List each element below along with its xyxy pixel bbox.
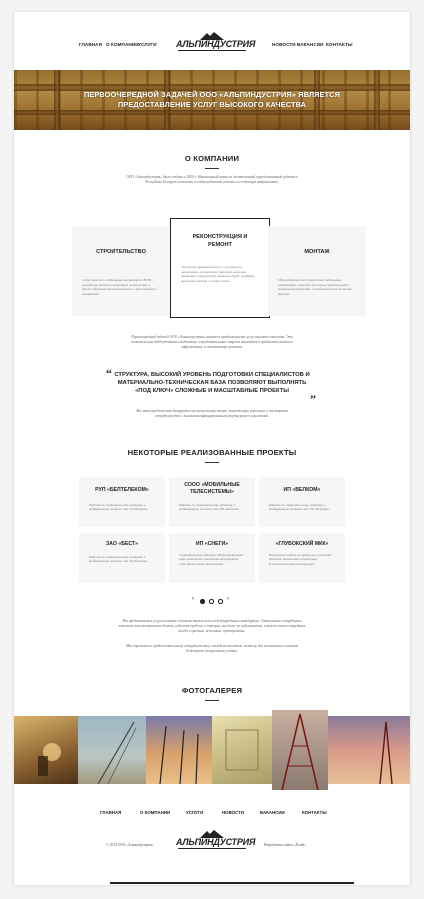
service-card-reconstruction[interactable]: [170, 218, 270, 318]
gallery-photo-6[interactable]: [328, 716, 410, 784]
antenna-photo-icon: [328, 716, 410, 784]
divider: [205, 462, 219, 463]
divider: [205, 700, 219, 701]
project-text: Работы по строительству, ремонту и модернизации на более чем 20 объектах.: [89, 555, 148, 564]
service-card-construction[interactable]: [72, 226, 170, 316]
service-text: Оборудования всех сетей связи мобильных операторов, монтаж различных конструкций и металлоконструкций, в особенности на большой высоте.: [278, 278, 352, 296]
projects-outro-2: Мы стремимся к продолжительному сотрудничеству с каждым клиентом, поэтому для постоянных клиентов действуют специальные условия.: [126, 644, 298, 653]
quote-after: Все наши предложения базируются на технологиях опыте, компетенции персонала и постоянном сотрудничестве с высококвалифицированными партнерами и клиентами.: [136, 409, 288, 418]
project-card[interactable]: [79, 533, 165, 583]
project-title: ЗАО «БЕСТ»: [105, 541, 139, 547]
footer-nav-services[interactable]: УСЛУГИ: [186, 810, 204, 815]
gallery-photo-5[interactable]: [272, 710, 328, 790]
gallery-title: ФОТОГАЛЕРЕЯ: [181, 686, 243, 695]
lattice-tower-icon: [272, 710, 328, 790]
project-text: Работы по строительству, ремонту и модернизации на более чем 200 объектах.: [179, 503, 240, 512]
project-title: РУП «БЕЛТЕЛЕКОМ»: [95, 487, 149, 493]
project-text: Работы по строительству, ремонту и модернизации на более чем 150 объектах.: [269, 503, 330, 512]
logo-underline: [178, 50, 246, 51]
service-title: МОНТАЖ: [304, 249, 330, 255]
project-card[interactable]: [259, 477, 345, 527]
pager-prev[interactable]: ‹: [192, 596, 194, 602]
about-title: О КОМПАНИИ: [184, 154, 240, 163]
project-card[interactable]: [259, 533, 345, 583]
footer-nav-about[interactable]: О КОМПАНИИ: [140, 810, 171, 815]
footer-nav-home[interactable]: ГЛАВНАЯ: [100, 810, 122, 815]
project-title: ИП «ВЕЛКОМ»: [283, 487, 321, 493]
hero-text: ПЕРВООЧЕРЕДНОЙ ЗАДАЧЕЙ ООО «АЛЬПИНДУСТРИЯ» ЯВЛЯЕТСЯ ПРЕДОСТАВЛЕНИЕ УСЛУГ ВЫСОКОГО КАЧЕСТВА: [83, 90, 341, 109]
worker-photo-icon: [14, 716, 78, 784]
footer-nav-news[interactable]: НОВОСТИ: [222, 810, 244, 815]
footer-nav-contacts[interactable]: КОНТАКТЫ: [302, 810, 327, 815]
nav-contacts[interactable]: КОНТАКТЫ: [326, 42, 353, 47]
service-text: Сети связи всех мобильных операторов, ВОЛС, возведение антенно-мачтовых сооружений и других объектов промышленного и гражданского назначения.: [82, 278, 157, 296]
pager-dot-3[interactable]: [218, 599, 223, 604]
tower-photo-icon: [78, 716, 146, 784]
gallery-photo-4[interactable]: [212, 716, 272, 784]
logo-underline: [178, 848, 246, 849]
mission-text: Первоочередной задачей ООО «Альпиндустрия» является предоставление услуг высокого качества. Это позволяет нам поддерживать ежедневные и требовательные запросы заказчиков и предлагать наиболее эффективные и оптимальные решения.: [130, 335, 294, 349]
service-text: Объектов промышленного и жилищного назначения, металлоконструкций, антенно-мачтовых сооружений, дымовых труб, градирен, высотных зданий и сооружений.: [181, 265, 256, 283]
hero-banner: [14, 70, 410, 130]
divider: [205, 168, 219, 169]
service-title: СТРОИТЕЛЬСТВО: [96, 249, 146, 255]
gallery-photo-2[interactable]: [78, 716, 146, 784]
projects-outro-1: Мы предоставляем услуги которые соответствуют всем международным стандартам. Опыт наших сотрудников помогает нам своевременно делать, избегать проблем, и которые мы даже не задумывались, а также наши сотрудники всегда серьёзные, вежливые, пунктуальные.: [118, 619, 306, 633]
nav-services[interactable]: УСЛУГИ: [138, 42, 157, 47]
gallery-photo-1[interactable]: [14, 716, 78, 784]
gallery-photo-3[interactable]: [146, 716, 212, 784]
project-card[interactable]: [169, 533, 255, 583]
footer-credit[interactable]: Разработка сайта «Dendi»: [264, 843, 307, 847]
project-text: Строительство объекта: Индустриальный парк, антенная и различная конструкция сети Белтелеком, Белтелеком.: [179, 553, 243, 566]
projects-title: НЕКОТОРЫЕ РЕАЛИЗОВАННЫЕ ПРОЕКТЫ: [127, 448, 297, 457]
project-card[interactable]: [79, 477, 165, 527]
footer-logo[interactable]: [176, 830, 256, 850]
about-intro: ООО «Альпиндустрия» было создано в 2000 г. Накопленный опыт за десятилетний период активной работы в Республике Беларусь позволяет сегодня работать успешно в следующих направлениях:: [126, 175, 298, 184]
footer-bottom-bar: [110, 882, 354, 884]
footer-copyright: © 2014 ООО «Альпиндустрия»: [106, 843, 154, 847]
logo-text: АЛЬПИНДУСТРИЯ: [176, 837, 256, 847]
project-card[interactable]: [169, 477, 255, 527]
pager-dot-1[interactable]: [200, 599, 205, 604]
project-title: СООО «МОБИЛЬНЫЕ ТЕЛЕСИСТЕМЫ»: [184, 482, 240, 495]
nav-home[interactable]: ГЛАВНАЯ: [79, 42, 102, 47]
structure-photo-icon: [212, 716, 272, 784]
nav-news[interactable]: НОВОСТИ: [272, 42, 296, 47]
quote-text: СТРУКТУРА, ВЫСОКИЙ УРОВЕНЬ ПОДГОТОВКИ СПЕЦИАЛИСТОВ И МАТЕРИАЛЬНО-ТЕХНИЧЕСКАЯ БАЗА ПОЗВОЛЯЮТ ВЫПОЛНЯТЬ «ПОД КЛЮЧ» СЛОЖНЫЕ И МАСШТАБНЫЕ ПРОЕКТЫ: [114, 372, 310, 394]
quote-close: ”: [310, 392, 316, 406]
project-title: «ГЛУБОКСКИЙ МКК»: [275, 541, 329, 547]
page: [14, 12, 410, 885]
crane-photo-icon: [146, 716, 212, 784]
projects-pager: [188, 597, 238, 607]
pager-next[interactable]: ›: [227, 596, 229, 602]
service-title: РЕКОНСТРУКЦИЯ И РЕМОНТ: [192, 234, 248, 248]
quote-open: “: [106, 366, 112, 380]
project-text: Работы по строительству, ремонту и модернизации на более чем 50 объектах.: [89, 503, 148, 512]
nav-about[interactable]: О КОМПАНИИ: [106, 42, 139, 47]
project-title: ИП «СНЕГИ»: [195, 541, 229, 547]
nav-vacancies[interactable]: ВАКАНСИИ: [297, 42, 324, 47]
logo-text: АЛЬПИНДУСТРИЯ: [176, 39, 256, 49]
footer-nav-vacancies[interactable]: ВАКАНСИИ: [260, 810, 285, 815]
service-card-installation[interactable]: [268, 226, 366, 316]
header-logo[interactable]: [176, 32, 256, 52]
pager-dot-2[interactable]: [209, 599, 214, 604]
project-text: Выполнение работ по монтажу и ремонту объекта: Котельная и различные вспомогательные конструкции.: [269, 553, 332, 566]
